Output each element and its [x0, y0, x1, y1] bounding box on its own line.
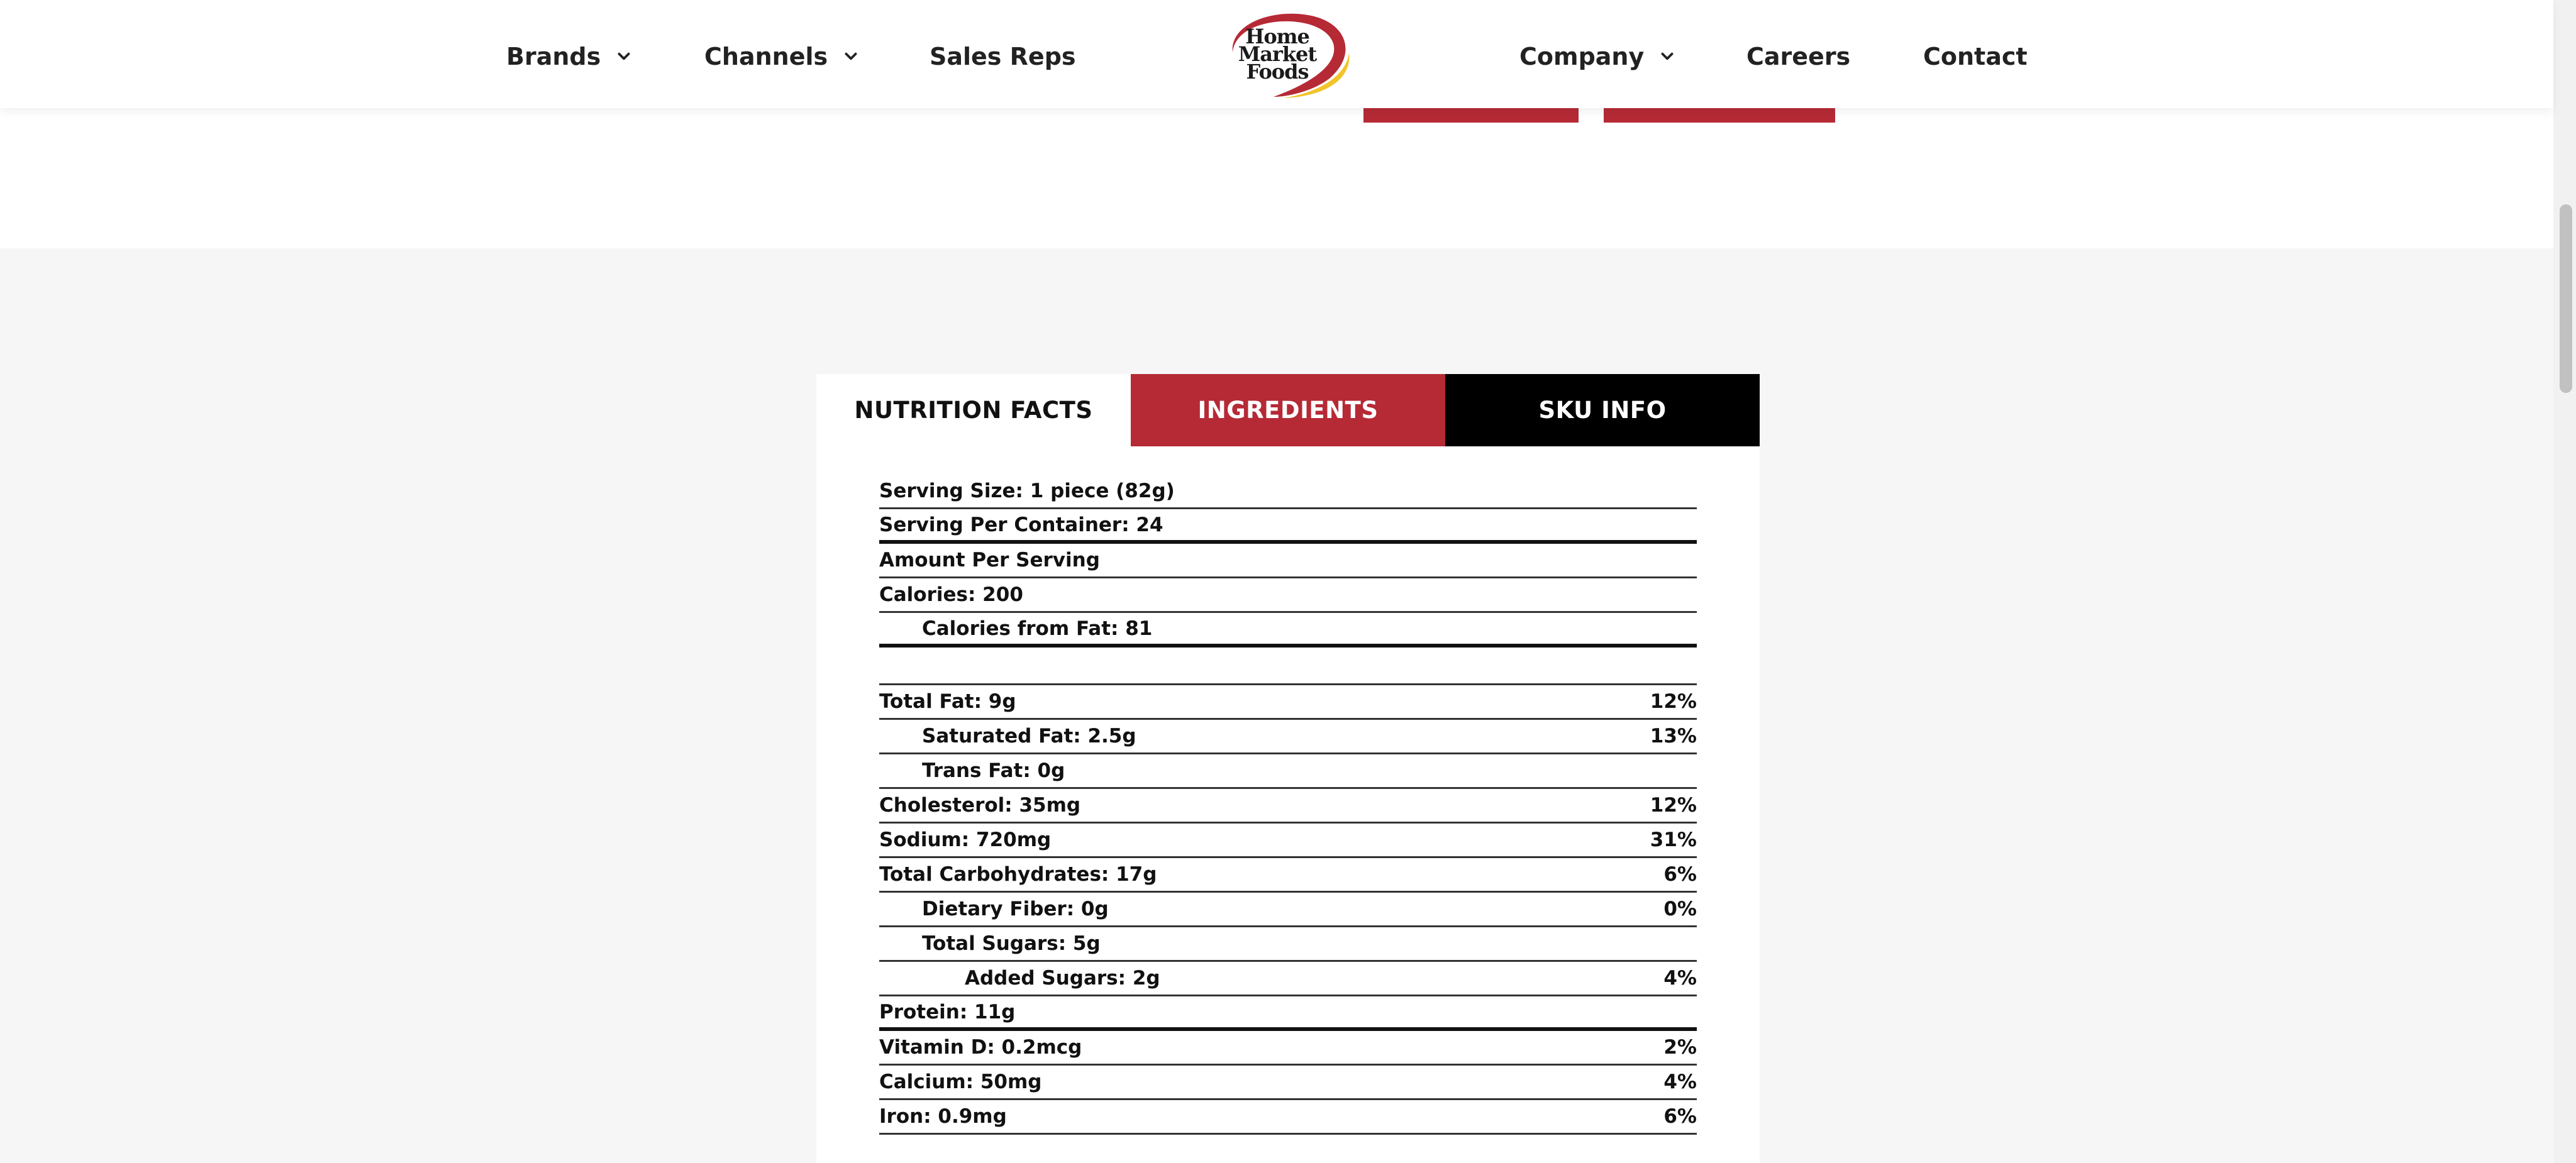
- nutrient-label: Trans Fat: 0g: [922, 759, 1065, 782]
- nav-company[interactable]: [1519, 38, 1675, 75]
- amount-per-serving-row: [879, 544, 1697, 578]
- nutrient-percent: 6%: [1663, 1105, 1697, 1128]
- nav-careers-label: Careers: [1746, 43, 1851, 70]
- nutrient-percent: 4%: [1663, 1071, 1697, 1093]
- nutrient-row: [879, 1100, 1697, 1135]
- nutrient-label: Total Sugars: 5g: [922, 932, 1101, 955]
- nutrient-row: [879, 720, 1697, 754]
- nutrient-label: Total Carbohydrates: 17g: [879, 863, 1157, 886]
- nutrient-percent: 2%: [1663, 1036, 1697, 1059]
- nutrient-percent: 6%: [1663, 863, 1697, 886]
- nav-channels-label: Channels: [704, 43, 828, 70]
- servings-per-container-row: [879, 509, 1697, 544]
- nutrition-facts-table: [879, 475, 1697, 1135]
- nutrient-row: [879, 824, 1697, 858]
- nutrient-label: Saturated Fat: 2.5g: [922, 725, 1136, 747]
- nutrient-label: Iron: 0.9mg: [879, 1105, 1007, 1128]
- table-spacer: [879, 648, 1697, 685]
- nav-sales-reps-label: Sales Reps: [930, 43, 1076, 70]
- nutrient-row: [879, 1031, 1697, 1066]
- site-header: [0, 0, 2553, 108]
- nutrient-row: [879, 685, 1697, 720]
- product-tabs: [816, 374, 1760, 446]
- tab-sku-info[interactable]: SKU INFO: [1445, 374, 1760, 446]
- nav-contact-label: Contact: [1923, 43, 2028, 70]
- nav-brands[interactable]: [506, 38, 632, 75]
- amount-per-serving: Amount Per Serving: [879, 549, 1100, 571]
- home-market-foods-logo[interactable]: [1220, 9, 1355, 100]
- product-info-card: [816, 374, 1760, 1163]
- logo-wordmark: Home Market Foods: [1238, 25, 1317, 84]
- serving-size-row: [879, 475, 1697, 509]
- nutrient-label: Calcium: 50mg: [879, 1071, 1042, 1093]
- nav-sales-reps[interactable]: [930, 38, 1076, 75]
- nutrient-label: Dietary Fiber: 0g: [922, 898, 1109, 920]
- nav-careers[interactable]: [1746, 38, 1850, 75]
- nutrient-percent: 12%: [1650, 690, 1697, 713]
- nutrient-label: Cholesterol: 35mg: [879, 794, 1081, 817]
- tab-nutrition-facts[interactable]: NUTRITION FACTS: [816, 374, 1131, 446]
- nutrient-row: [879, 927, 1697, 962]
- nutrient-label: Total Fat: 9g: [879, 690, 1016, 713]
- nutrient-label: Sodium: 720mg: [879, 829, 1052, 851]
- page-scrollbar[interactable]: [2553, 0, 2576, 1163]
- calories-from-fat: Calories from Fat: 81: [922, 617, 1153, 640]
- nutrient-percent: 13%: [1650, 725, 1697, 747]
- tab-ingredients[interactable]: INGREDIENTS: [1131, 374, 1445, 446]
- nutrient-percent: 4%: [1663, 967, 1697, 989]
- servings-per-container: Serving Per Container: 24: [879, 513, 1163, 536]
- nutrient-percent: 0%: [1663, 898, 1697, 920]
- chevron-down-icon: [1659, 48, 1675, 65]
- nutrient-row: [879, 789, 1697, 824]
- nutrient-row: [879, 754, 1697, 789]
- nav-company-label: Company: [1519, 43, 1645, 70]
- nutrient-label: Vitamin D: 0.2mcg: [879, 1036, 1082, 1059]
- chevron-down-icon: [616, 48, 632, 65]
- calories-row: [879, 578, 1697, 613]
- nutrient-row: [879, 858, 1697, 893]
- nutrient-label: Protein: 11g: [879, 1000, 1016, 1023]
- nutrient-row: [879, 893, 1697, 927]
- nutrient-percent: 31%: [1650, 829, 1697, 851]
- calories: Calories: 200: [879, 583, 1023, 606]
- chevron-down-icon: [843, 48, 859, 65]
- calories-from-fat-row: [879, 613, 1697, 648]
- nav-contact[interactable]: [1923, 38, 2028, 75]
- nav-channels[interactable]: [704, 38, 859, 75]
- nutrient-row: [879, 962, 1697, 996]
- serving-size: Serving Size: 1 piece (82g): [879, 480, 1175, 502]
- nutrient-row: [879, 996, 1697, 1031]
- nav-brands-label: Brands: [506, 43, 601, 70]
- nutrient-label: Added Sugars: 2g: [965, 967, 1160, 989]
- nutrient-row: [879, 1066, 1697, 1100]
- nutrient-percent: 12%: [1650, 794, 1697, 817]
- scrollbar-thumb[interactable]: [2560, 204, 2572, 393]
